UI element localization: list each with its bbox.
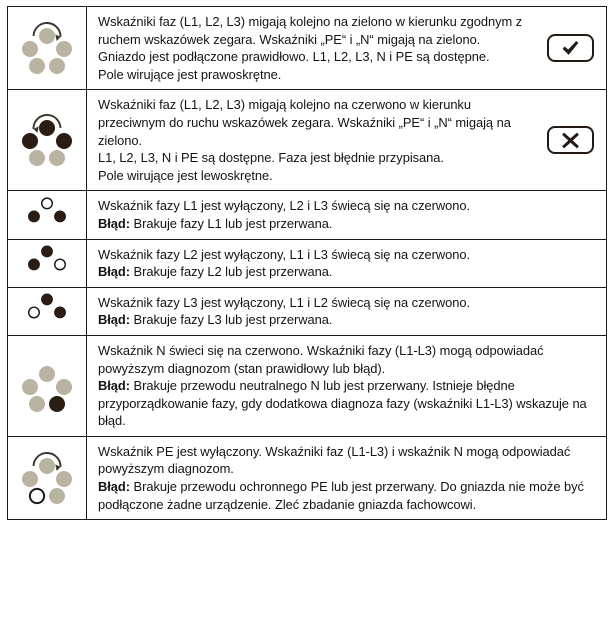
error-paragraph <box>98 263 597 281</box>
led-on <box>28 210 40 222</box>
led-off <box>56 471 72 487</box>
diagnosis-text-cell <box>87 288 606 335</box>
led-off <box>49 150 65 166</box>
diagnosis-text-cell <box>87 7 606 89</box>
indicator-icon-cell <box>8 90 87 190</box>
diagnosis-paragraph: Wskaźnik N świeci się na czerwono. Wskaźniki fazy (L1-L3) mogą odpowiadać powyższym diagnozom (stan prawidłowy lub błąd). <box>98 342 544 376</box>
led-off <box>39 28 55 44</box>
error-label: Błąd: <box>98 378 130 394</box>
led-on <box>28 259 40 271</box>
led-off <box>29 58 45 74</box>
table-row <box>8 7 606 90</box>
indicator-diagnosis-table <box>7 6 607 520</box>
led-off <box>29 396 45 412</box>
led-off <box>56 41 72 57</box>
check-badge <box>547 34 594 62</box>
diagnosis-paragraph: Wskaźniki faz (L1, L2, L3) migają kolejno na czerwono w kierunku przeciwnym do ruchu wskazówek zegara. Wskaźniki „PE“ i „N“ migają na zielono. <box>98 97 511 148</box>
led-off <box>39 458 55 474</box>
error-text: Brakuje fazy L1 lub jest przerwana. <box>133 215 333 231</box>
diagnosis-paragraph: Wskaźnik fazy L2 jest wyłączony, L1 i L3 świecą się na czerwono. <box>98 246 470 262</box>
led-on <box>54 307 66 319</box>
error-label: Błąd: <box>98 215 130 231</box>
diagnosis-text-cell <box>87 336 606 436</box>
check-icon <box>560 38 581 59</box>
diagnosis-text-cell <box>87 90 606 190</box>
indicator-icon-cell <box>8 7 87 89</box>
led-on <box>56 133 72 149</box>
led-hollow <box>55 259 66 270</box>
led-on <box>49 396 65 412</box>
led-pentagon-all-off-clockwise <box>18 19 76 77</box>
error-label: Błąd: <box>98 312 130 328</box>
led-on <box>39 120 55 136</box>
error-paragraph <box>98 311 597 329</box>
table-row <box>8 336 606 437</box>
led-off <box>22 41 38 57</box>
led-on <box>41 294 53 306</box>
diagnosis-paragraph: Gniazdo jest podłączone prawidłowo. L1, L2, L3, N i PE są dostępne. <box>98 49 490 65</box>
indicator-icon-cell <box>8 288 87 335</box>
table-row <box>8 437 606 520</box>
error-text: Brakuje fazy L2 lub jest przerwana. <box>133 264 333 280</box>
led-hollow <box>30 489 44 503</box>
led-on <box>41 246 53 258</box>
diagnosis-paragraph: Wskaźnik PE jest wyłączony. Wskaźniki faz (L1-L3) i wskaźnik N mogą odpowiadać powyższym diagnozom. <box>98 443 571 477</box>
error-label: Błąd: <box>98 479 130 495</box>
table-row <box>8 90 606 191</box>
led-triangle-l2-hollow <box>19 242 75 284</box>
led-on <box>54 210 66 222</box>
led-triangle-l3-hollow <box>19 290 75 332</box>
led-on <box>22 133 38 149</box>
status-badge-wrapper <box>547 126 594 154</box>
diagnosis-paragraph: Wskaźniki faz (L1, L2, L3) migają kolejno na zielono w kierunku zgodnym z ruchem wskazówek zegara. Wskaźniki „PE“ i „N“ migają na zielono. <box>98 14 523 47</box>
status-badge-wrapper <box>547 34 594 62</box>
error-text: Brakuje przewodu ochronnego PE lub jest przerwany. Do gniazda nie może być podłączone żadne urządzenie. Zleć zbadanie gniazda fachowcowi. <box>98 479 584 512</box>
table-row <box>8 191 606 239</box>
led-hollow <box>29 307 40 318</box>
indicator-icon-cell <box>8 240 87 287</box>
diagnosis-text-cell <box>87 191 606 238</box>
led-pentagon-phases-on-counterclockwise <box>18 111 76 169</box>
indicator-icon-cell <box>8 191 87 238</box>
led-off <box>49 58 65 74</box>
error-text: Brakuje przewodu neutralnego N lub jest przerwany. Istnieje błędne przyporządkowanie fazy, gdy dodatkowa diagnoza fazy (wskaźniki L1-L3) wskazuje na błąd. <box>98 378 587 429</box>
cross-icon <box>560 130 581 151</box>
error-paragraph <box>98 478 597 513</box>
error-text: Brakuje fazy L3 lub jest przerwana. <box>133 312 333 328</box>
diagnosis-paragraph: Pole wirujące jest lewoskrętne. <box>98 167 273 183</box>
led-off <box>29 150 45 166</box>
led-off <box>22 471 38 487</box>
table-row <box>8 240 606 288</box>
table-row <box>8 288 606 336</box>
error-paragraph <box>98 215 597 233</box>
cross-badge <box>547 126 594 154</box>
diagnosis-text-cell <box>87 240 606 287</box>
led-pentagon-pe-hollow-clockwise <box>18 449 76 507</box>
led-off <box>39 366 55 382</box>
led-off <box>22 379 38 395</box>
indicator-icon-cell <box>8 437 87 519</box>
error-label: Błąd: <box>98 264 130 280</box>
led-triangle-l1-hollow <box>19 194 75 236</box>
diagnosis-text-cell <box>87 437 606 519</box>
led-hollow <box>42 198 53 209</box>
led-pentagon-neutral-on <box>18 357 76 415</box>
led-off <box>56 379 72 395</box>
led-off <box>49 488 65 504</box>
diagnosis-paragraph: Wskaźnik fazy L1 jest wyłączony, L2 i L3 świecą się na czerwono. <box>98 198 470 214</box>
error-paragraph <box>98 377 597 430</box>
diagnosis-paragraph: Pole wirujące jest prawoskrętne. <box>98 66 282 82</box>
indicator-icon-cell <box>8 336 87 436</box>
diagnosis-paragraph: L1, L2, L3, N i PE są dostępne. Faza jest błędnie przypisana. <box>98 150 444 166</box>
diagnosis-paragraph: Wskaźnik fazy L3 jest wyłączony, L1 i L2 świecą się na czerwono. <box>98 294 470 310</box>
